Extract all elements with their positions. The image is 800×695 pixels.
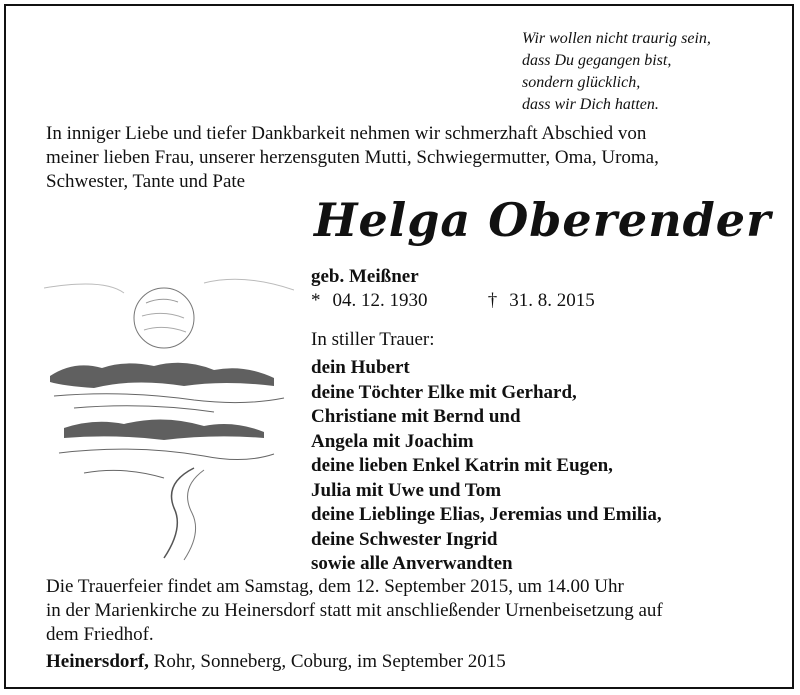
list-item: deine Schwester Ingrid xyxy=(311,528,498,550)
birth-date: 04. 12. 1930 xyxy=(332,290,428,311)
poem-line: Wir wollen nicht traurig sein, xyxy=(522,30,711,47)
place-name: Heinersdorf, xyxy=(46,651,149,672)
moon-over-sea-sketch-icon xyxy=(44,268,294,568)
list-item: deine Töchter Elke mit Gerhard, xyxy=(311,381,577,403)
place-date-line xyxy=(46,650,506,674)
ceremony-line: dem Friedhof. xyxy=(46,624,154,645)
death-date: 31. 8. 2015 xyxy=(509,290,595,311)
list-item: Julia mit Uwe und Tom xyxy=(311,479,502,501)
death-date-group xyxy=(488,290,595,311)
list-item: deine lieben Enkel Katrin mit Eugen, xyxy=(311,455,613,476)
poem-line: dass Du gegangen bist, xyxy=(522,52,672,69)
intro-line: In inniger Liebe und tiefer Dankbarkeit nehmen wir schmerzhaft Abschied von xyxy=(46,123,647,144)
birth-symbol-icon: * xyxy=(311,290,321,311)
poem-line: sondern glücklich, xyxy=(522,74,641,91)
poem-line: dass wir Dich hatten. xyxy=(522,96,659,113)
ceremony-line: in der Marienkirche zu Heinersdorf statt mit anschließender Urnenbeisetzung auf xyxy=(46,600,663,621)
born-name: geb. Meißner xyxy=(311,266,419,287)
birth-date-group xyxy=(311,289,483,313)
intro-line: meiner lieben Frau, unserer herzensguten Mutti, Schwiegermutter, Oma, Uroma, xyxy=(46,147,659,168)
list-item: Christiane mit Bernd und xyxy=(311,406,521,427)
poem-quote xyxy=(522,28,782,116)
list-item: dein Hubert xyxy=(311,357,410,378)
list-item: sowie alle Anverwandten xyxy=(311,553,513,574)
deceased-name: Helga Oberender xyxy=(314,193,772,247)
place-date-rest: Rohr, Sonneberg, Coburg, im September 2015 xyxy=(148,651,506,672)
list-item: Angela mit Joachim xyxy=(311,430,474,452)
intro-paragraph xyxy=(46,122,762,194)
intro-line: Schwester, Tante und Pate xyxy=(46,171,246,192)
cross-icon: † xyxy=(487,290,498,311)
mourners-list xyxy=(311,356,662,577)
ceremony-paragraph xyxy=(46,575,762,647)
life-dates xyxy=(311,289,595,313)
mourning-heading: In stiller Trauer: xyxy=(311,329,435,350)
list-item: deine Lieblinge Elias, Jeremias und Emilia, xyxy=(311,504,662,525)
ceremony-line: Die Trauerfeier findet am Samstag, dem 12. September 2015, um 14.00 Uhr xyxy=(46,576,624,597)
